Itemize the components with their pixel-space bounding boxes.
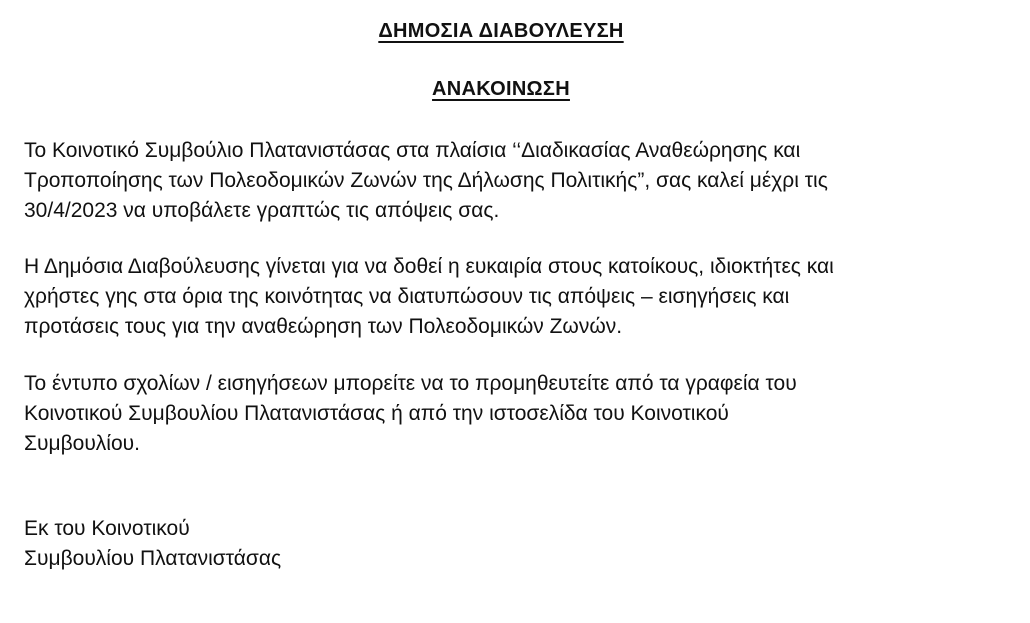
paragraph-form-info (24, 369, 1014, 459)
paragraph-invitation (24, 136, 1014, 226)
document-title: ΔΗΜΟΣΙΑ ΔΙΑΒΟΥΛΕΥΣΗ (378, 20, 624, 42)
signature-block (24, 514, 1014, 574)
paragraph-line: Το Κοινοτικό Συμβούλιο Πλατανιστάσας στα πλαίσια ‘‘Διαδικασίας Αναθεώρησης και (24, 139, 801, 162)
paragraph-line: χρήστες γης στα όρια της κοινότητας να διατυπώσουν τις απόψεις – εισηγήσεις και (24, 285, 790, 308)
paragraph-line: 30/4/2023 να υποβάλετε γραπτώς τις απόψεις σας. (24, 199, 500, 222)
paragraph-line: προτάσεις τους για την αναθεώρηση των Πολεοδομικών Ζωνών. (24, 315, 623, 338)
paragraph-line: Συμβουλίου. (24, 432, 140, 455)
paragraph-line: Η Δημόσια Διαβούλευσης γίνεται για να δοθεί η ευκαιρία στους κατοίκους, ιδιοκτήτες και (24, 255, 834, 278)
signature-line: Συμβουλίου Πλατανιστάσας (24, 547, 282, 570)
paragraph-line: Το έντυπο σχολίων / εισηγήσεων μπορείτε να το προμηθευτείτε από τα γραφεία του (24, 372, 797, 395)
paragraph-line: Τροποποίησης των Πολεοδομικών Ζωνών της Δήλωσης Πολιτικής”, σας καλεί μέχρι τις (24, 169, 828, 192)
document-subtitle: ΑΝΑΚΟΙΝΩΣΗ (432, 78, 570, 100)
paragraph-purpose (24, 252, 1014, 342)
paragraph-line: Κοινοτικού Συμβουλίου Πλατανιστάσας ή από την ιστοσελίδα του Κοινοτικού (24, 402, 729, 425)
signature-line: Εκ του Κοινοτικού (24, 517, 190, 540)
